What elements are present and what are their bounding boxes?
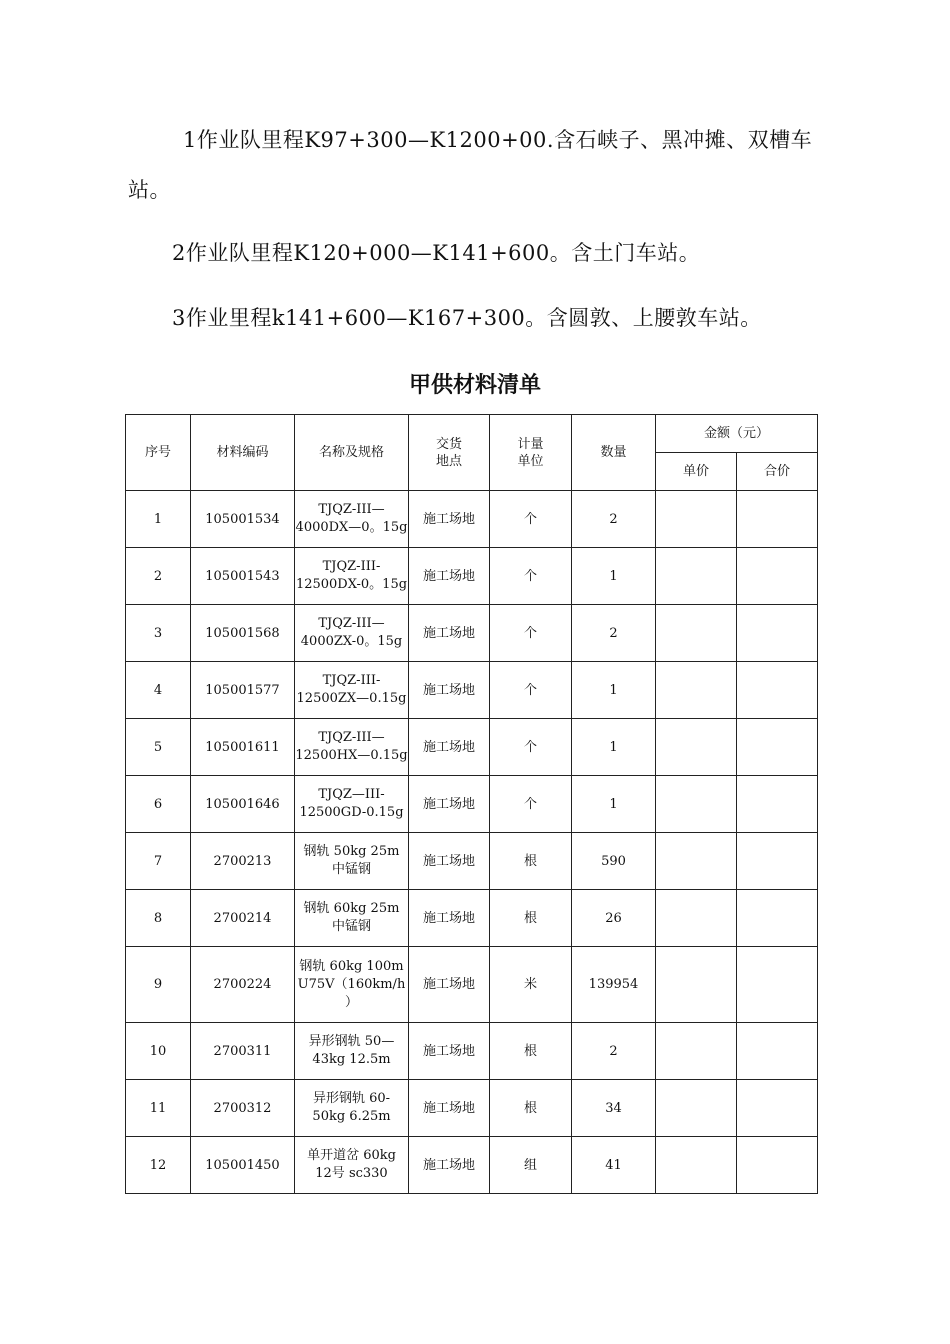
row-place: 施工场地 <box>409 719 490 776</box>
row-spec: 钢轨 60kg 25m 中锰钢 <box>295 890 409 947</box>
row-place: 施工场地 <box>409 1137 490 1194</box>
row-qty: 2 <box>572 1023 656 1080</box>
header-unit-price: 单价 <box>656 453 737 491</box>
table-row <box>126 890 818 947</box>
row-seq: 5 <box>126 719 191 776</box>
row-unit: 个 <box>490 491 572 548</box>
materials-table <box>125 414 818 1194</box>
row-seq: 6 <box>126 776 191 833</box>
row-seq: 11 <box>126 1080 191 1137</box>
header-spec: 名称及规格 <box>295 415 409 491</box>
row-qty: 1 <box>572 548 656 605</box>
header-delivery: 交货 地点 <box>409 415 490 491</box>
row-unit: 个 <box>490 548 572 605</box>
row-code: 105001543 <box>191 548 295 605</box>
paragraph-1-line-1: 1作业队里程K97+300—K1200+00.含石峡子、黑冲摊、双槽车 <box>183 128 813 152</box>
header-amount: 金额（元） <box>656 415 818 453</box>
table-title: 甲供材料清单 <box>408 373 541 398</box>
row-unit: 个 <box>490 776 572 833</box>
row-code: 105001568 <box>191 605 295 662</box>
row-code: 2700311 <box>191 1023 295 1080</box>
row-spec: TJQZ-III- 12500DX-0。15g <box>295 548 409 605</box>
row-price <box>656 1023 737 1080</box>
row-spec: TJQZ—III- 12500GD-0.15g <box>295 776 409 833</box>
row-place: 施工场地 <box>409 947 490 1023</box>
paragraph-1-line-2: 站。 <box>128 178 171 202</box>
row-seq: 8 <box>126 890 191 947</box>
row-code: 105001534 <box>191 491 295 548</box>
row-seq: 1 <box>126 491 191 548</box>
row-qty: 590 <box>572 833 656 890</box>
row-total <box>737 605 818 662</box>
row-price <box>656 491 737 548</box>
row-qty: 1 <box>572 719 656 776</box>
table-row <box>126 662 818 719</box>
row-seq: 4 <box>126 662 191 719</box>
row-seq: 10 <box>126 1023 191 1080</box>
row-spec: 钢轨 60kg 100m U75V（160km/h ） <box>295 947 409 1023</box>
table-row <box>126 719 818 776</box>
row-code: 2700213 <box>191 833 295 890</box>
row-code: 105001646 <box>191 776 295 833</box>
row-total <box>737 890 818 947</box>
row-price <box>656 833 737 890</box>
row-place: 施工场地 <box>409 833 490 890</box>
row-unit: 个 <box>490 662 572 719</box>
row-price <box>656 890 737 947</box>
table-row <box>126 491 818 548</box>
row-unit: 个 <box>490 605 572 662</box>
header-unit: 计量 单位 <box>490 415 572 491</box>
row-price <box>656 662 737 719</box>
row-spec: TJQZ-III— 4000DX—0。15g <box>295 491 409 548</box>
paragraph-3: 3作业里程k141+600—K167+300。含圆敦、上腰敦车站。 <box>172 306 762 330</box>
row-seq: 9 <box>126 947 191 1023</box>
row-total <box>737 1137 818 1194</box>
row-place: 施工场地 <box>409 548 490 605</box>
row-total <box>737 776 818 833</box>
row-place: 施工场地 <box>409 1023 490 1080</box>
table-row <box>126 605 818 662</box>
row-total <box>737 1080 818 1137</box>
row-price <box>656 1137 737 1194</box>
row-place: 施工场地 <box>409 1080 490 1137</box>
row-code: 2700312 <box>191 1080 295 1137</box>
row-unit: 个 <box>490 719 572 776</box>
paragraph-2: 2作业队里程K120+000—K141+600。含土门车站。 <box>172 241 701 265</box>
row-spec: 异形钢轨 50— 43kg 12.5m <box>295 1023 409 1080</box>
row-qty: 26 <box>572 890 656 947</box>
row-code: 105001611 <box>191 719 295 776</box>
row-price <box>656 776 737 833</box>
row-qty: 2 <box>572 491 656 548</box>
row-total <box>737 662 818 719</box>
row-spec: 钢轨 50kg 25m 中锰钢 <box>295 833 409 890</box>
row-place: 施工场地 <box>409 491 490 548</box>
row-place: 施工场地 <box>409 605 490 662</box>
table-row <box>126 1023 818 1080</box>
row-code: 2700214 <box>191 890 295 947</box>
row-spec: TJQZ-III— 4000ZX-0。15g <box>295 605 409 662</box>
row-code: 105001450 <box>191 1137 295 1194</box>
header-qty: 数量 <box>572 415 656 491</box>
header-seq: 序号 <box>126 415 191 491</box>
row-price <box>656 1080 737 1137</box>
row-price <box>656 548 737 605</box>
row-place: 施工场地 <box>409 776 490 833</box>
table-row <box>126 1080 818 1137</box>
table-row <box>126 1137 818 1194</box>
row-spec: TJQZ-III— 12500HX—0.15g <box>295 719 409 776</box>
row-qty: 34 <box>572 1080 656 1137</box>
row-qty: 41 <box>572 1137 656 1194</box>
row-seq: 3 <box>126 605 191 662</box>
row-total <box>737 833 818 890</box>
row-qty: 1 <box>572 776 656 833</box>
row-price <box>656 947 737 1023</box>
row-total <box>737 1023 818 1080</box>
row-place: 施工场地 <box>409 890 490 947</box>
row-spec: TJQZ-III- 12500ZX—0.15g <box>295 662 409 719</box>
row-price <box>656 605 737 662</box>
row-total <box>737 947 818 1023</box>
row-code: 105001577 <box>191 662 295 719</box>
table-body <box>126 491 818 1194</box>
row-unit: 根 <box>490 1023 572 1080</box>
row-total <box>737 491 818 548</box>
table-row <box>126 947 818 1023</box>
row-unit: 组 <box>490 1137 572 1194</box>
row-qty: 2 <box>572 605 656 662</box>
row-qty: 1 <box>572 662 656 719</box>
row-price <box>656 719 737 776</box>
row-total <box>737 719 818 776</box>
row-spec: 单开道岔 60kg 12号 sc330 <box>295 1137 409 1194</box>
row-unit: 根 <box>490 833 572 890</box>
row-qty: 139954 <box>572 947 656 1023</box>
header-code: 材料编码 <box>191 415 295 491</box>
row-place: 施工场地 <box>409 662 490 719</box>
row-unit: 根 <box>490 1080 572 1137</box>
table-row <box>126 548 818 605</box>
row-unit: 米 <box>490 947 572 1023</box>
row-total <box>737 548 818 605</box>
table-row <box>126 776 818 833</box>
row-unit: 根 <box>490 890 572 947</box>
row-spec: 异形钢轨 60- 50kg 6.25m <box>295 1080 409 1137</box>
table-row <box>126 833 818 890</box>
row-seq: 7 <box>126 833 191 890</box>
row-seq: 12 <box>126 1137 191 1194</box>
row-seq: 2 <box>126 548 191 605</box>
header-total: 合价 <box>737 453 818 491</box>
row-code: 2700224 <box>191 947 295 1023</box>
